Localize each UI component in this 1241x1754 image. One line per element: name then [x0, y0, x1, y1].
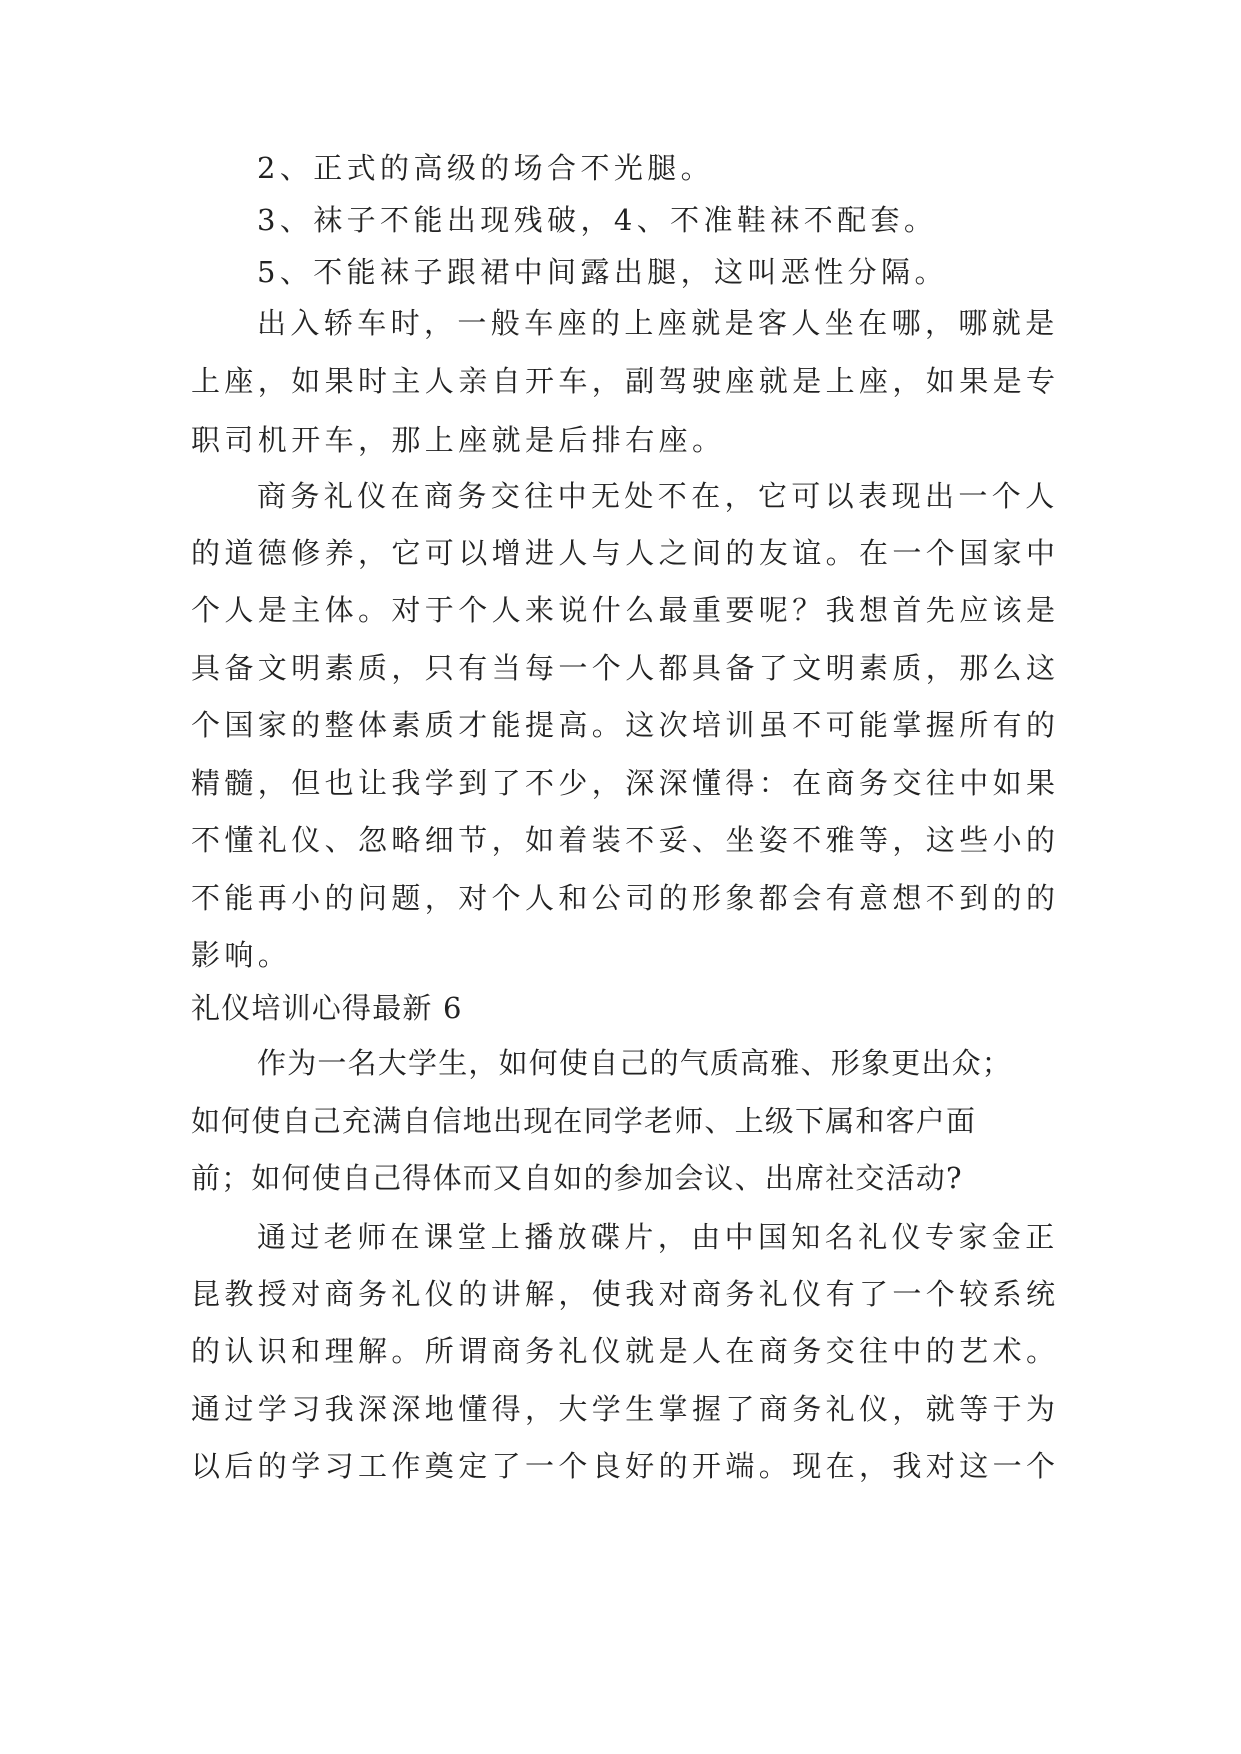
- paragraph-line: 2、正式的高级的场合不光腿。: [257, 151, 715, 185]
- paragraph-line: 通过老师在课堂上播放碟片，由中国知名礼仪专家金正: [257, 1220, 1059, 1254]
- paragraph-line: 上座，如果时主人亲自开车，副驾驶座就是上座，如果是专: [191, 364, 1060, 398]
- paragraph-line: 具备文明素质，只有当每一个人都具备了文明素质，那么这: [191, 651, 1060, 685]
- paragraph-line: 不能再小的问题，对个人和公司的形象都会有意想不到的的: [191, 881, 1060, 915]
- paragraph-line: 出入轿车时，一般车座的上座就是客人坐在哪，哪就是: [257, 306, 1059, 340]
- paragraph-line: 如何使自己充满自信地出现在同学老师、上级下属和客户面: [191, 1104, 977, 1138]
- paragraph-line: 个国家的整体素质才能提高。这次培训虽不可能掌握所有的: [191, 708, 1060, 742]
- paragraph-line: 昆教授对商务礼仪的讲解，使我对商务礼仪有了一个较系统: [191, 1277, 1060, 1311]
- paragraph-line: 个人是主体。对于个人来说什么最重要呢？我想首先应该是: [191, 593, 1060, 627]
- paragraph-line: 3、袜子不能出现残破，4、不准鞋袜不配套。: [257, 203, 938, 237]
- paragraph-line: 通过学习我深深地懂得，大学生掌握了商务礼仪，就等于为: [191, 1392, 1060, 1426]
- paragraph-line: 5、不能袜子跟裙中间露出腿，这叫恶性分隔。: [257, 255, 948, 289]
- paragraph-line: 的认识和理解。所谓商务礼仪就是人在商务交往中的艺术。: [191, 1334, 1060, 1368]
- paragraph-line: 作为一名大学生，如何使自己的气质高雅、形象更出众；: [257, 1046, 1013, 1080]
- paragraph-line: 职司机开车，那上座就是后排右座。: [191, 423, 726, 457]
- paragraph-line: 商务礼仪在商务交往中无处不在，它可以表现出一个人: [257, 479, 1059, 513]
- paragraph-line: 影响。: [191, 938, 292, 972]
- paragraph-line: 以后的学习工作奠定了一个良好的开端。现在，我对这一个: [191, 1449, 1060, 1483]
- paragraph-line: 的道德修养，它可以增进人与人之间的友谊。在一个国家中: [191, 536, 1060, 570]
- paragraph-line: 精髓，但也让我学到了不少，深深懂得：在商务交往中如果: [191, 766, 1060, 800]
- paragraph-line: 前；如何使自己得体而又自如的参加会议、出席社交活动?: [191, 1161, 963, 1195]
- section-heading: 礼仪培训心得最新 6: [191, 991, 463, 1025]
- paragraph-line: 不懂礼仪、忽略细节，如着装不妥、坐姿不雅等，这些小的: [191, 823, 1060, 857]
